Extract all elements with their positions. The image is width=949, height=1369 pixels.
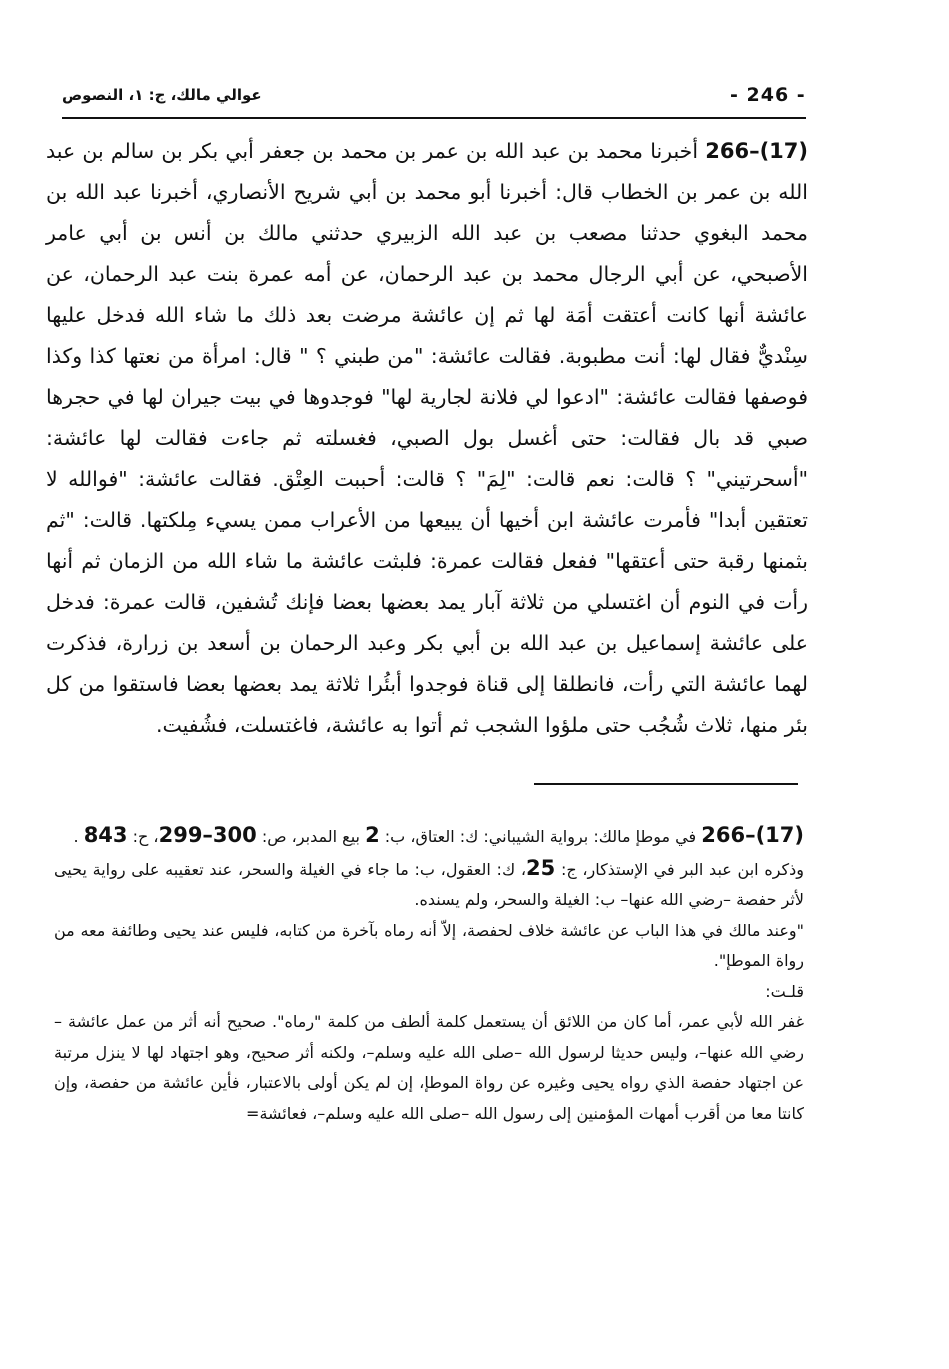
footnote-entry-number: 266–(17) bbox=[701, 823, 804, 847]
footnote-istidhkar-paragraph bbox=[54, 853, 804, 916]
footnote-period: . bbox=[73, 827, 84, 846]
footnote-hadith-number: 843 bbox=[83, 823, 128, 847]
hadith-paragraph bbox=[46, 131, 808, 746]
footnote-source-text-2: بيع المدبر، ص: bbox=[256, 827, 366, 846]
footnote-source-line bbox=[54, 820, 804, 853]
entry-number: 266–(17) bbox=[705, 139, 808, 163]
page-header bbox=[62, 82, 804, 116]
footnote-quotation: "وعند مالك في هذا الباب عن عائشة خلاف لحفصة، إلاّ أنه رماه بآخرة من كتابه، فليس عند يحيى وطائفة معه من رواة الموطإ". bbox=[54, 920, 804, 970]
footnote-commentary: غفر الله لأبي عمر، أما كان من اللائق أن يستعمل كلمة ألطف من كلمة "رماه". صحيح أنه أثر من عمل عائشة –رضي الله عنها–، وليس حديثا لرسول الله –صلى الله عليه وسلم–، ولكنه أثر صحيح، وهو اجتهاد لها لا ينزل مرتبة عن اجتهاد حفصة الذي رواه يحيى وغيره عن رواة الموطإ، إن لم يكن أولى بالاعتبار، فأين عائشة من حفصة، وإن كانتا معا من أقرب أمهات المؤمنين إلى رسول الله –صلى الله عليه وسلم–، فعائشة= bbox=[54, 1012, 804, 1123]
footnotes-block bbox=[54, 820, 804, 1129]
hadith-text: أخبرنا محمد بن عبد الله بن عمر بن محمد بن جعفر أبي بكر بن سالم بن عبد الله بن عمر بن الخطاب قال: أخبرنا أبو محمد بن أبي شريح الأنصاري، أخبرنا عبد الله بن محمد البغوي حدثنا مصعب بن عبد الله الزبيري حدثني مالك بن أنس بن أبي عامر الأصبحي، عن أبي الرجال محمد بن عبد الرحمان، عن أمه عمرة بنت عبد الرحمان، عن عائشة أنها كانت أعتقت أمَة لها ثم إن عائشة مرضت بعد ذلك ما شاء الله فدخل عليها سِنْديٌّ فقال لها: أنت مطبوبة. فقالت عائشة: "من طبني ؟ " قال: امرأة من نعتها كذا وكذا فوصفها فقالت عائشة: "ادعوا لي فلانة لجارية لها" فوجدوها في بيت جيران لها في حجرها صبي قد بال فقالت: حتى أغسل بول الصبي، فغسلته ثم جاءت فقالت لها عائشة: "أسحرتيني" ؟ قالت: نعم قالت: "لِمَ" ؟ قالت: أحببت العِتْق. فقالت عائشة: "فوالله لا تعتقين أبدا" فأمرت عائشة ابن أخيها أن يبيعها من الأعراب ممن يسيء مِلكتها. قالت: "ثم بثمنها رقبة حتى أعتقها" ففعل فقالت عمرة: فلبثت عائشة ما شاء الله من الزمان ثم أنها رأت في النوم أن اغتسلي من ثلاثة آبار يمد بعضها بعضا فإنك تُشفين، قالت عمرة: فدخل على عائشة إسماعيل بن عبد الله بن أبي بكر وعبد الرحمان بن أسعد بن زرارة، فذكرت لهما عائشة التي رأت، فانطلقا إلى قناة فوجدوا أبئُرا ثلاثة يمد بعضها بعضا فاستقوا من كل بئر منها، ثلاث شُجُب حتى ملؤوا الشجب ثم أتوا به عائشة، فاغتسلت، فشُفيت. bbox=[46, 139, 808, 737]
footnote-istidhkar-text: وذكره ابن عبد البر في الإستذكار، ج: bbox=[555, 859, 804, 879]
footnote-qultu-heading: قلـت: bbox=[765, 981, 804, 1001]
footnote-page-range: 299–300 bbox=[158, 823, 257, 847]
footnote-separator bbox=[534, 783, 798, 785]
footnote-bab-number: 2 bbox=[365, 823, 380, 847]
footnote-volume-number: 25 bbox=[526, 855, 556, 880]
running-title: عوالي مالك، ج: ١، النصوص bbox=[62, 86, 262, 104]
header-rule bbox=[62, 117, 806, 119]
footnote-istidhkar-text-2: ، ك: العقول، ب: ما جاء في الغيلة والسحر، عند تعقيبه على رواية يحيى لأثر حفصة –رضي الله عنها– ب: الغيلة والسحر، ولم يسنده. bbox=[54, 859, 804, 909]
page-number: - 246 - bbox=[730, 84, 806, 106]
main-text-block bbox=[46, 131, 808, 746]
footnote-source-text: في موطإ مالك: برواية الشيباني: ك: العتاق، ب: bbox=[379, 827, 697, 846]
footnote-source-text-3: ، ح: bbox=[127, 827, 159, 846]
